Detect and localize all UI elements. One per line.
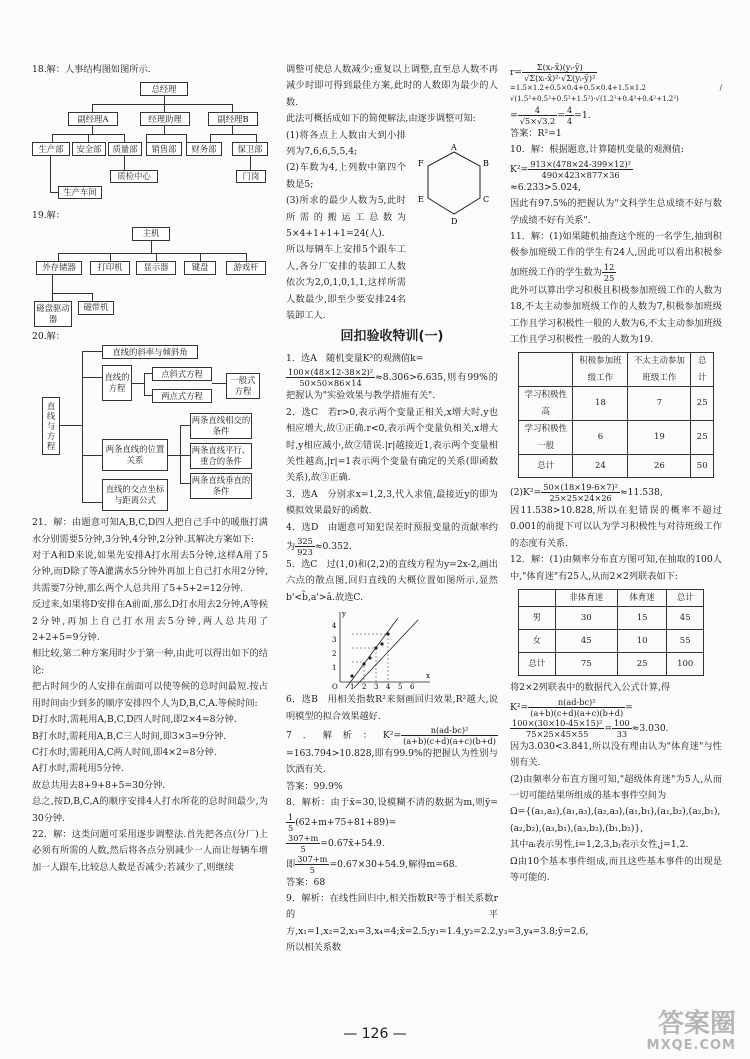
q22-solution: 22．解：这类问题可采用逐步调整法.首先把各点(分厂)上必须有所需的人数,然后将各点分别减少一人而让每辆车增加一人跟车,比较总人数是否减少;若减少了,则继续 <box>32 828 268 873</box>
q19-storage: 外存储器 <box>36 261 82 275</box>
table-row: 总计 75 25 100 <box>519 653 704 676</box>
org-root: 总经理 <box>140 82 188 96</box>
hex-label-c: C <box>483 194 490 204</box>
r-formula: r= $\frac{\text{Σ(xᵢ-x̄)(yᵢ-ȳ)}}{\text{√Σ(xᵢ-x̄)²·√Σ(yᵢ-ȳ)²}}$ <box>510 62 596 83</box>
graph-xtick-4: 4 <box>386 683 391 691</box>
graph-xtick-3: 3 <box>374 683 379 691</box>
c2-q1: 1．选A 随机变量K²的观测值k= <box>286 352 424 364</box>
q20-parallel: 两条直线平行、重合的条件 <box>190 443 252 469</box>
c2-q7-answer: 答案：99.9% <box>286 780 343 792</box>
q19-keyboard: 键盘 <box>184 261 216 275</box>
q11-k2: (2)K²= $\frac{\text{50×(18×19-6×7)²}}{25\times 25\times 24\times 26}$ ≈11.538, <box>510 481 663 503</box>
graph-point <box>380 643 383 646</box>
q18-label: 18.解：人事结构图如图所示. <box>32 64 151 75</box>
c2-q9: 9．解析：在线性回归中,相关指数R²等于相关系数r的平方,x₁=1,x₂=2,x₃=3,x₄=4;x̄=2.5;y₁=1.4,y₂=2.2,y₃=3,y₄=3.8;ȳ=2.6, <box>286 893 589 937</box>
q20-slope: 直线的斜率与倾斜角 <box>102 345 198 359</box>
c2-q4: 4．选D 由题意可知犯误差时预报变量的贡献率约为 $\frac{325}{923}$ ≈0.352. <box>286 521 498 557</box>
graph-point <box>350 675 353 678</box>
graph-xtick-2: 2 <box>362 683 367 691</box>
q20-map <box>32 345 268 515</box>
graph-point <box>368 657 371 660</box>
q19-tree <box>32 225 268 329</box>
org-qc-center: 质检中心 <box>110 170 158 183</box>
c2-q2: 2．选C 若r>0,表示两个变量正相关,x增大时,y也相应增大,故①正确.r<0,表示两个变量负相关,x增大时,y相应减小,故②错误.|r|越接近1,表示两个变量相关性越高,|r|=1表示两个变量有确定的关系(即函数关系),故③正确. <box>286 406 498 484</box>
org-gate: 门岗 <box>236 170 266 183</box>
r-result: = $\frac{4}{√5\times√3.2}$ = $\frac{4}{4}$ =1. <box>510 105 591 126</box>
hex-label-f: F <box>418 158 424 168</box>
q19-printer: 打印机 <box>90 261 130 275</box>
c2-q6: 6．选B 用相关指数R²来刻画回归效果,R²越大,说明模型的拟合效果越好. <box>286 694 498 722</box>
q19-monitor: 显示器 <box>136 261 176 275</box>
c2-para-3: (2)车数为4,上列数中第四个数是5; <box>286 162 406 190</box>
graph-point <box>374 647 377 650</box>
q19-root: 主机 <box>132 227 170 241</box>
c2-para-0: 调整可使总人数减少;重复以上调整,直至总人数不再减少时即可得到最佳方案,此时的人数即为最少的人数. <box>286 64 498 108</box>
q20-label: 20.解： <box>32 330 65 342</box>
hex-label-a: A <box>451 142 457 152</box>
org-safety: 安全部 <box>72 142 106 156</box>
r-expand: =1.5×1.2+0.5×0.4+0.5×0.4+1.5×1.2 / √(1.5²+0.5²+0.5²+1.5²)·√(1.2²+0.4²+0.4²+1.2²) <box>510 84 722 103</box>
graph-point <box>386 633 389 636</box>
org-guard: 保卫部 <box>232 142 268 156</box>
q12-table: 非体育迷 体育迷 总计 男 30 15 45 女 45 10 55 总计 75 25 100 <box>518 589 704 676</box>
q11: 11．解：(1)如果随机抽查这个班的一名学生,抽到积极参加班级工作的学生有24人,因此可以看出积极参加班级工作的学生数为 $\frac{12}{25}$ <box>510 231 722 283</box>
table-row: 学习积极性高 18 7 25 <box>519 387 714 421</box>
org-sales: 销售部 <box>146 142 182 156</box>
column-right: r= $\frac{\text{Σ(xᵢ-x̄)(yᵢ-ȳ)}}{\text{√Σ(xᵢ-x̄)²·√Σ(yᵢ-ȳ)²}}$ =1.5×1.2+0.5×0.4+0.5×0.4+1.5×1.2 / √(1.5²+0.5²+0.5²+1.5²)·√(1.2²+0.4²+0.4²+1.2²) = $\frac{4}{√5\times√3.2}$ = $\frac{4}{4}$ =1. 答案：R²=1 10．解：根据题意,计算随机变量的观测值: K²= $\frac{\text{913×(478×24-399×12)²}}{490\times 423\times 877\times 36}$ ≈6.233>5.024, 因此有97.5%的把握认为"文科学生总成绩不好与数学成绩不好有关系". 11．解：(1)如果随机抽查这个班的一名学生,抽到积极参加班级工作的学生有24人,因此可以看出积极参加班级工作的学生数为 $\frac{12}{25}$ 此外可以算出学习积极且积极参加班级工作的人数为18,不太主动参加班级工作的人数为7,积极参加班级工作且学习积极性一般的人数为6,不太主动参加班级工作且学习积极性一般的人数为19. 积极参加班级工作 不太主动参加班级工作 总计 学习积极性高 18 7 25 学习积极性一般 6 19 25 总计 24 26 50 (2)K²= $\frac{\text{50×(18×19-6×7)²}}{25\times 25\times 24\times 26}$ ≈11.538, 因11.538>10.828,所以在犯错误的概率不超过0.001的前提下可以认为学习积极性与对待班级工作的态度有关系. 12．解：(1)由频率分布直方图可知,在抽取的100人中,"体育迷"有25人,从而2×2列联表如下: 非体育迷 体育迷 总计 男 30 15 45 女 45 10 55 总计 75 25 100 将2×2列联表中的数据代入公式计算,得 K²= $\frac{\text{n(ad-bc)²}}{(a+b)(c+d)(a+c)(b+d)}$ = $\frac{\text{100×(30×10-45×15)²}}{75\times 25\times 45\times 55}$ = $\frac{100}{33}$ ≈3.030. 因为3.030<3.841,所以没有理由认为"体育迷"与性别有关. (2)由频率分布直方图可知,"超级体育迷"为5人,从而一切可能结果所组成的基本事件空间为 Ω={(a₁,a₂),(a₁,a₃),(a₂,a₃),(a₁,b₁),(a₁,b₂),(a₂,b₁),(a₂,b₂),(a₃,b₁),(a₃,b₂),(b₁,b₂)}, 其中aᵢ表示男性,i=1,2,3,bⱼ表示女性,j=1,2. Ω由10个基本事件组成,而且这些基本事件的出现是等可能的. <box>510 62 722 883</box>
q20-point-slope: 点斜式方程 <box>152 367 212 381</box>
c2-para-4: (3)所求的最少人数为5,此时所需的搬运工总数为5×4+1+1+1=24(人). <box>286 195 406 240</box>
r-answer: 答案：R²=1 <box>510 128 562 139</box>
c2-q3: 3．选A 分别求x=1,2,3,代入求值,最接近y的即为模拟效果最好的函数. <box>286 488 498 517</box>
q19-label: 19.解： <box>32 210 65 222</box>
graph-xtick-5: 5 <box>398 683 403 691</box>
q18-org-chart <box>32 78 268 208</box>
watermark-logo: 答案圈 MXQE.COM <box>646 1009 736 1053</box>
c2-para-5: 所以每辆车上安排5个跟车工人,各分厂安排的装卸工人数依次为2,0,1,0,1,1,这样所需人数最少,即至少要安排24名装卸工人. <box>286 244 406 322</box>
section-title: 回扣验收特训(一) <box>340 328 444 344</box>
column-middle: 调整可使总人数减少;重复以上调整,直至总人数不再减少时即可得到最佳方案,此时的人数即为最少的人数. 此法可概括成如下的简便解法,由逐步调整可知: (1)将各点上人数由大到小排列为7,6,6,5,5,4; (2)车数为4,上列数中第四个数是5; (3)所求的最少人数为5,此时所需的搬运工总数为5×4+1+1+1=24(人). 所以每辆车上安排5个跟车工人,各分厂安排的装卸工人数依次为2,0,1,0,1,1,这样所需人数最少,即至少要安排24名装卸工人. A B C D E F 回扣验收特训(一) 1．选A 随机变量K²的观测值k= $\frac{\text{100×(48×12-38×2)²}}{50\times 50\times 86\times 14}$ ≈8.306>6.635,则有99%的把握认为"实验效果与教学措施有关". 2．选C 若r>0,表示两个变量正相关,x增大时,y也相应增大,故①正确.r<0,表示两个变量负相关,x增大时,y相应减小,故②错误.|r|越接近1,表示两个变量相关性越高,|r|=1表示两个变量有确定的关系(即函数关系),故③正确. 3．选A 分别求x=1,2,3,代入求值,最接近y的即为模拟效果最好的函数. 4．选D 由题意可知犯误差时预报变量的贡献率约为 $\frac{325}{923}$ ≈0.352. 5．选C 过(1,0)和(2,2)的直线方程为y=2x-2,画出六点的散点图,回归直线的大概位置如图所示,显然b'<b̂,a'>â.故选C. y x O 1 2 3 4 1 2 3 4 5 6 6．选B 用相关指数R²来刻画回归效果,R²越大,说明模型的拟合效果越好. 7．解析：K²= $\frac{\text{n(ad-bc)²}}{(a+b)(c+d)(a+c)(b+d)}$ =163.794>10.828,即有99.9%的把握认为性别与饮酒有关. 答案：99.9% 8．解析：由于x̄=30,设模糊不清的数据为m,则ȳ= $\frac{1}{5}$ (62+m+75+81+89)= $\frac{307+m}{5}$ =0.67x̄+54.9. 即 $\frac{307+m}{5}$ =0.67×30+54.9,解得m=68. 答案：68 9．解析：在线性回归中,相关指数R²等于相关系数r的平方,x₁=1,x₂=2,x₃=3,x₄=4;x̄=2.5;y₁=1.4,y₂=2.2,y₃=3,y₄=3.8;ȳ=2.6, 所以相关系数 <box>286 64 589 954</box>
hex-label-e: E <box>418 194 424 204</box>
graph-ytick-2: 2 <box>332 650 337 659</box>
graph-point <box>362 663 365 666</box>
q19-joystick: 游戏杆 <box>226 261 266 275</box>
graph-label-y: y <box>342 610 346 619</box>
q20-perpendicular: 两条直线垂直的条件 <box>190 473 252 499</box>
q19-disk: 磁盘驱动器 <box>34 301 72 327</box>
graph-label-x: x <box>426 672 430 681</box>
org-vp-b: 副经理B <box>208 112 258 126</box>
hexagon-diagram <box>414 142 494 228</box>
q20-root: 直线与方程 <box>42 397 60 455</box>
c2-q5: 5．选C 过(1,0)和(2,2)的直线方程为y=2x-2,画出六点的散点图,回归直线的大概位置如图所示,显然b'<b̂,a'>â.故选C. <box>286 558 498 603</box>
q11-table: 积极参加班级工作 不太主动参加班级工作 总计 学习积极性高 18 7 25 学习积极性一般 6 19 25 总计 24 26 50 <box>518 352 714 477</box>
c2-q8: 8．解析：由于x̄=30,设模糊不清的数据为m,则ȳ= $\frac{1}{5}$ (62+m+75+81+89)= <box>286 797 498 833</box>
table-row: 男 30 15 45 <box>519 607 704 630</box>
column-left <box>32 62 268 876</box>
graph-ytick-3: 3 <box>332 636 337 645</box>
hex-label-b: B <box>483 158 489 168</box>
graph-origin: O <box>332 683 338 691</box>
org-production: 生产部 <box>32 142 70 156</box>
q20-intersect: 两条直线相交的条件 <box>190 413 252 439</box>
q19-tape: 磁带机 <box>78 301 114 315</box>
q20-distance: 直线的交点坐标与距离公式 <box>102 479 168 511</box>
table-row: 总计 24 26 50 <box>519 454 714 477</box>
c2-para-2: (1)将各点上人数由大到小排列为7,6,6,5,5,4; <box>286 129 406 158</box>
q20-general: 一般式方程 <box>226 373 260 399</box>
hex-label-d: D <box>451 216 458 226</box>
c2-q7: 7．解析：K²= $\frac{\text{n(ad-bc)²}}{(a+b)(c+d)(a+c)(b+d)}$ =163.794>10.828,即有99.9%的把握认为性别与饮酒有关. <box>286 725 498 776</box>
regression-graph <box>326 608 436 690</box>
graph-xtick-6: 6 <box>410 683 415 691</box>
table-row: 女 45 10 55 <box>519 630 704 653</box>
org-finance: 财务部 <box>186 142 222 156</box>
q10: 10．解：根据题意,计算随机变量的观测值: <box>510 144 684 156</box>
q12: 12．解：(1)由频率分布直方图可知,在抽取的100人中,"体育迷"有25人,从而2×2列联表如下: <box>510 554 722 582</box>
org-assistant: 经理助理 <box>140 112 190 126</box>
q20-position: 两条直线的位置关系 <box>102 439 168 471</box>
org-quality: 质量部 <box>108 142 142 156</box>
page-number: — 126 — <box>343 1026 407 1042</box>
org-vp-a: 副经理A <box>68 112 118 126</box>
graph-xtick-1: 1 <box>350 683 355 691</box>
q20-two-point: 两点式方程 <box>152 389 212 403</box>
c2-q8-answer: 答案：68 <box>286 876 326 888</box>
q21-solution: 21．解：由题意可知A,B,C,D四人把自己手中的暖瓶打满水分别需要5分钟,3分钟,4分钟,2分钟.其解决方案如下: 对于A和D来说,如果先安排A打水用去5分钟,这样A用了5分钟,而D除了等A灌满水5分钟外再加上自己打水用2分钟,共需要7分钟,那么两个人总共用了5+5+2=12分钟. 反过来,如果将D安排在A前面,那么D打水用去2分钟,A等候2分钟,再加上自己打水用去5分钟,两人总共用了2+2+5=9分钟. 相比较,第二种方案用时少于第一种,由此可以得出如下的结论: 把占时间少的人安排在前面可以使等候的总时间最短.按占用时间由少到多的顺序安排四个人为D,B,C,A.等候时间: D打水时,需耗用A,B,C,D四人时间,即2×4=8分钟. B打水时,需耗用A,B,C三人时间,即3×3=9分钟. C打水时,需耗用A,C两人时间,即4×2=8分钟. A打水时,需耗用5分钟. 故总共用去8+9+8+5=30分钟. 总之,按D,B,C,A的顺序安排4人打水所花的总时间最少,为30分钟. <box>32 517 268 824</box>
org-workshop: 生产车间 <box>58 186 102 199</box>
q20-equation: 直线的方程 <box>102 365 132 401</box>
graph-ytick-1: 1 <box>332 664 337 673</box>
graph-ytick-4: 4 <box>332 622 337 631</box>
table-row: 学习积极性一般 6 19 25 <box>519 421 714 455</box>
c2-para-1: 此法可概括成如下的简便解法,由逐步调整可知: <box>286 113 476 125</box>
